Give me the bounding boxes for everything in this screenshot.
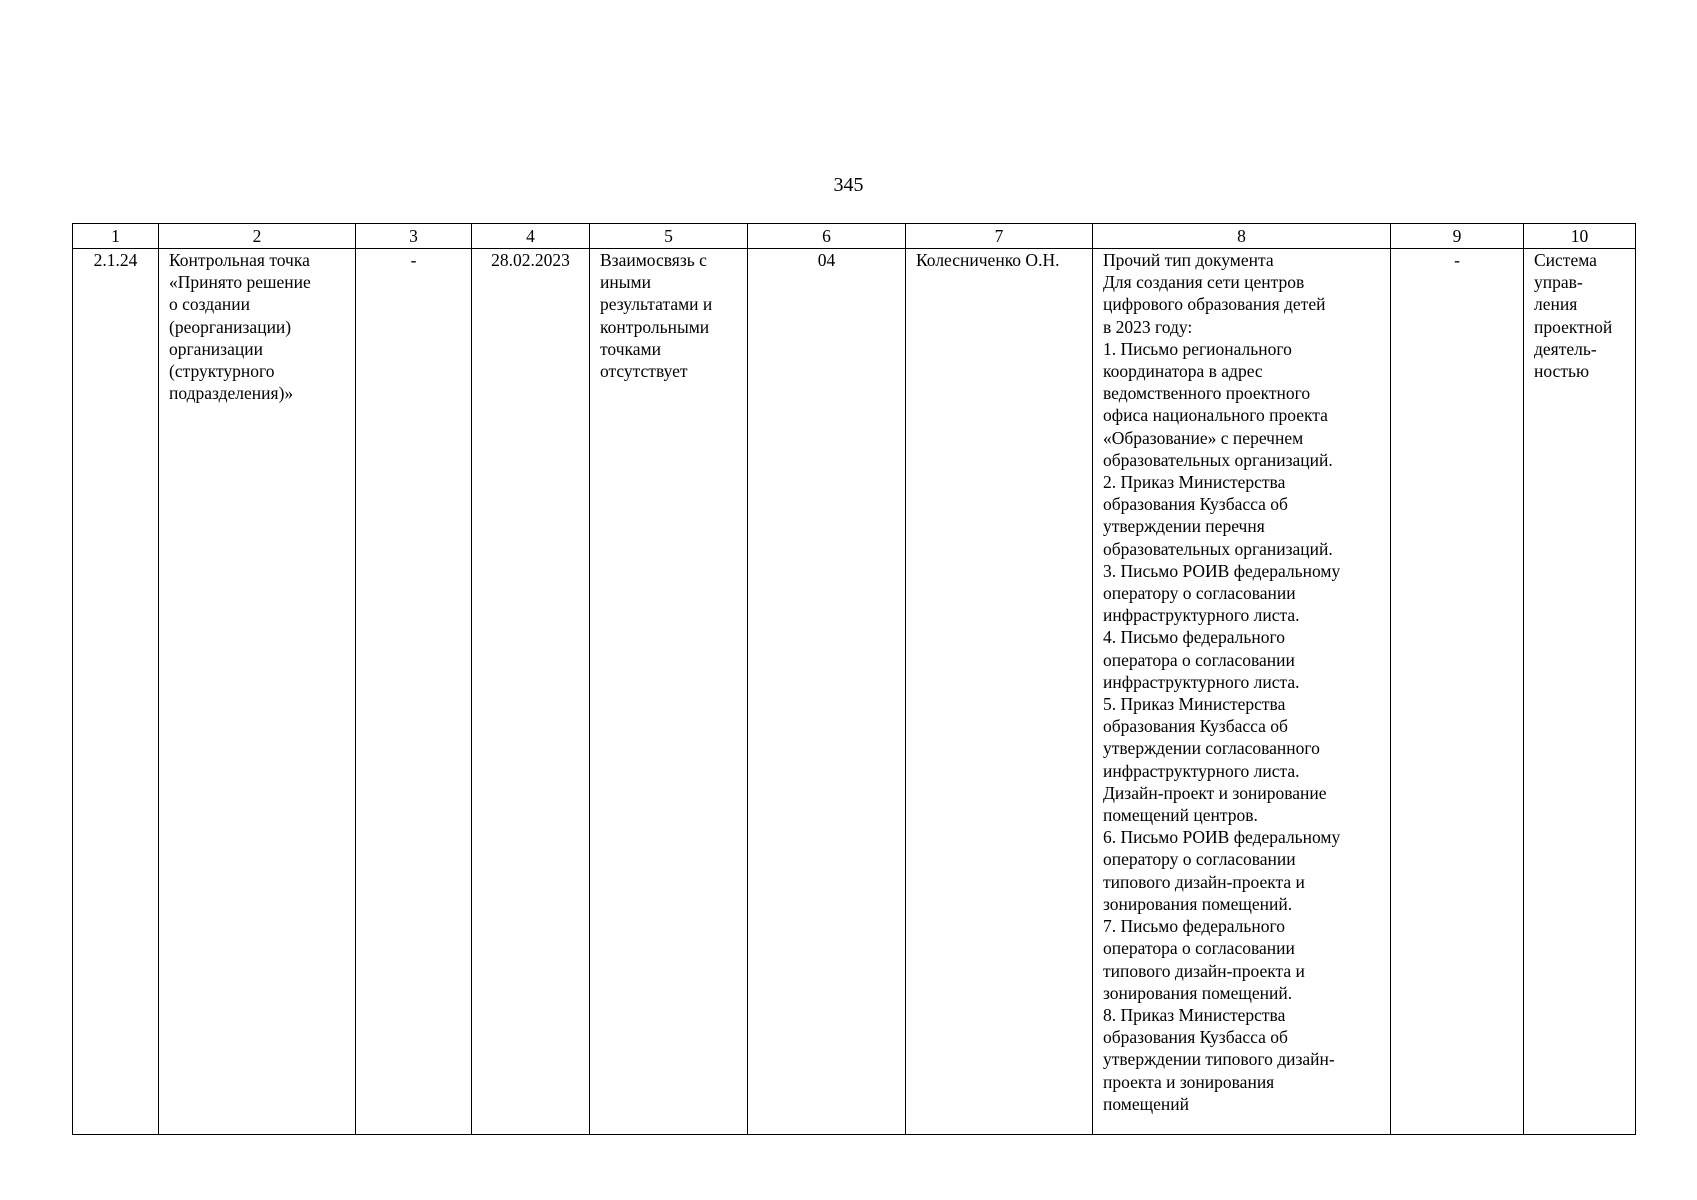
cell-date: 28.02.2023 — [472, 249, 590, 1135]
document-line: утверждении типового дизайн- — [1103, 1049, 1335, 1070]
relations-line: результатами и — [600, 294, 713, 315]
cell-system — [1524, 249, 1636, 1135]
document-line: образовательных организаций. — [1103, 449, 1333, 470]
document-line: 5. Приказ Министерства — [1103, 694, 1286, 715]
document-line: Дизайн-проект и зонирование — [1103, 782, 1327, 803]
table-row — [73, 249, 1636, 1135]
document-line: офиса национального проекта — [1103, 405, 1328, 426]
document-line: зонирования помещений. — [1103, 893, 1293, 914]
column-header-7: 7 — [906, 224, 1093, 249]
document-line: в 2023 году: — [1103, 316, 1193, 337]
checkpoint-name-line: Контрольная точка — [169, 250, 310, 270]
document-line: оператору о согласовании — [1103, 849, 1296, 870]
document-line: помещений — [1103, 1093, 1189, 1114]
document-line: проекта и зонирования — [1103, 1071, 1275, 1092]
relations-line: иными — [600, 272, 651, 293]
checkpoint-name-line: подразделения)» — [169, 383, 294, 404]
column-header-8: 8 — [1093, 224, 1391, 249]
cell-relations — [590, 249, 748, 1135]
system-line: проектной — [1534, 316, 1613, 337]
document-line: утверждении перечня — [1103, 516, 1265, 537]
document-line: 2. Приказ Министерства — [1103, 472, 1286, 493]
cell-checkpoint-name — [159, 249, 356, 1135]
document-line: 7. Письмо федерального — [1103, 916, 1285, 937]
checkpoint-name-line: (структурного — [169, 361, 275, 382]
document-line: координатора в адрес — [1103, 361, 1263, 382]
document-line: помещений центров. — [1103, 805, 1258, 826]
column-header-2: 2 — [159, 224, 356, 249]
document-line: образовательных организаций. — [1103, 538, 1333, 559]
checkpoint-name-line: организации — [169, 338, 263, 359]
cell-column-9: - — [1391, 249, 1524, 1135]
project-plan-table — [72, 223, 1636, 1135]
document-line: Прочий тип документа — [1103, 250, 1274, 270]
column-header-10: 10 — [1524, 224, 1636, 249]
column-header-9: 9 — [1391, 224, 1524, 249]
column-header-3: 3 — [356, 224, 472, 249]
document-line: оператора о согласовании — [1103, 938, 1295, 959]
document-line: зонирования помещений. — [1103, 982, 1293, 1003]
system-line: ления — [1534, 294, 1578, 315]
cell-item-code: 2.1.24 — [73, 249, 159, 1135]
document-line: типового дизайн-проекта и — [1103, 871, 1305, 892]
document-line: 3. Письмо РОИВ федеральному — [1103, 560, 1341, 581]
relations-line: отсутствует — [600, 361, 688, 382]
document-line: инфраструктурного листа. — [1103, 605, 1300, 626]
document-line: образования Кузбасса об — [1103, 494, 1288, 515]
cell-responsible: Колесниченко О.Н. — [906, 249, 1093, 1135]
document-line: цифрового образования детей — [1103, 294, 1326, 315]
document-line: 6. Письмо РОИВ федеральному — [1103, 827, 1341, 848]
document-line: 4. Письмо федерального — [1103, 627, 1285, 648]
system-line: управ- — [1534, 272, 1583, 293]
header-row — [73, 224, 1636, 249]
cell-column-3: - — [356, 249, 472, 1135]
document-line: 1. Письмо регионального — [1103, 338, 1292, 359]
document-line: Для создания сети центров — [1103, 272, 1305, 293]
checkpoint-name-line: о создании — [169, 294, 251, 315]
system-line: ностью — [1534, 361, 1590, 382]
column-header-4: 4 — [472, 224, 590, 249]
system-line: Система — [1534, 250, 1597, 270]
column-header-1: 1 — [73, 224, 159, 249]
page-number: 345 — [833, 174, 864, 196]
document-line: 8. Приказ Министерства — [1103, 1004, 1286, 1025]
cell-document — [1093, 249, 1391, 1135]
system-line: деятель- — [1534, 338, 1597, 359]
relations-line: Взаимосвязь с — [600, 250, 707, 270]
relations-line: контрольными — [600, 316, 710, 337]
document-line: «Образование» с перечнем — [1103, 427, 1304, 448]
document-line: утверждении согласованного — [1103, 738, 1320, 759]
checkpoint-name-line: (реорганизации) — [169, 316, 292, 337]
document-line: образования Кузбасса об — [1103, 1027, 1288, 1048]
document-line: оператору о согласовании — [1103, 583, 1296, 604]
document-line: типового дизайн-проекта и — [1103, 960, 1305, 981]
column-header-5: 5 — [590, 224, 748, 249]
document-line: инфраструктурного листа. — [1103, 671, 1300, 692]
relations-line: точками — [600, 338, 661, 359]
column-header-6: 6 — [748, 224, 906, 249]
document-line: инфраструктурного листа. — [1103, 760, 1300, 781]
checkpoint-name-line: «Принято решение — [169, 272, 311, 293]
cell-column-6: 04 — [748, 249, 906, 1135]
document-line: ведомственного проектного — [1103, 383, 1311, 404]
document-line: образования Кузбасса об — [1103, 716, 1288, 737]
document-line: оператора о согласовании — [1103, 649, 1295, 670]
